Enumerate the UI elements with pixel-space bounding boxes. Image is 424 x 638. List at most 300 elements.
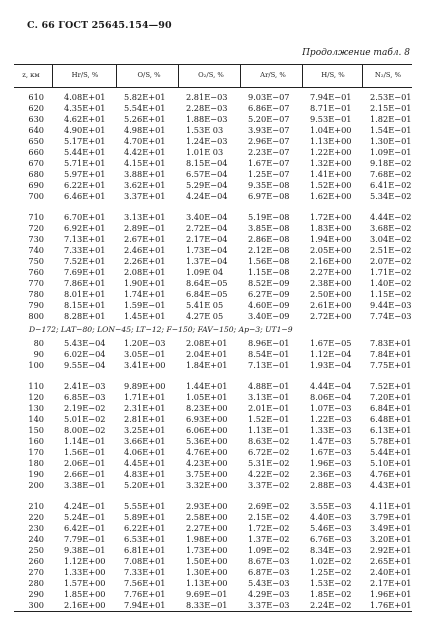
table-cell: 1.52E+00	[310, 180, 352, 190]
table-cell: 3.93E−07	[248, 125, 290, 135]
table-cell: 5.44E+01	[64, 147, 106, 157]
table-cell: 8.28E+01	[64, 311, 106, 321]
table-cell: 1.25E−07	[248, 169, 290, 179]
table-cell: 5.34E−02	[370, 191, 412, 201]
table-cell: 6.46E+01	[64, 191, 106, 201]
table-cell: 3.40E−04	[186, 212, 228, 222]
table-cell: 1.01E 03	[186, 147, 224, 157]
table-cell: 8.63E−02	[248, 436, 290, 446]
table-cell: 1.15E−08	[248, 267, 290, 277]
table-row	[14, 114, 412, 125]
table-cell: 6.87E−03	[248, 567, 290, 577]
table-cell: 3.20E+01	[370, 534, 412, 544]
table-cell: 6.22E+01	[64, 180, 106, 190]
table-cell: 7.83E+01	[370, 338, 412, 348]
table-cell: 4.40E−03	[310, 512, 352, 522]
table-cell: 9.35E−08	[248, 180, 290, 190]
continuation-label: Продолжение табл. 8	[302, 48, 410, 58]
table-cell: 140	[28, 414, 44, 424]
table-cell: 4.83E+01	[124, 469, 166, 479]
table-cell: 170	[28, 447, 44, 457]
table-cell: 8.34E−03	[310, 545, 352, 555]
table-row	[14, 147, 412, 158]
table-cell: 2.06E−01	[64, 458, 106, 468]
table-cell: 3.04E−02	[370, 234, 412, 244]
table-cell: 6.48E+01	[370, 414, 412, 424]
table-cell: 4.27E 05	[186, 311, 224, 321]
table-cell: 1.33E+00	[64, 567, 106, 577]
table-cell: 3.13E+01	[124, 212, 166, 222]
table-cell: 8.15E+01	[64, 300, 106, 310]
table-cell: 8.64E−05	[186, 278, 228, 288]
table-cell: 1.07E−03	[310, 403, 352, 413]
table-cell: 3.85E−08	[248, 223, 290, 233]
table-cell: 1.33E−03	[310, 425, 352, 435]
table-cell: 4.60E−09	[248, 300, 290, 310]
table-row	[14, 578, 412, 589]
table-cell: 230	[28, 523, 44, 533]
table-cell: 3.75E+00	[186, 469, 228, 479]
table-cell: 2.38E+00	[310, 278, 352, 288]
table-cell: 9.89E+00	[124, 381, 166, 391]
table-cell: 2.01E−01	[248, 403, 290, 413]
table-cell: 2.16E+00	[310, 256, 352, 266]
table-cell: 6.93E+00	[186, 414, 228, 424]
table-cell: 1.13E−01	[248, 425, 290, 435]
table-cell: 2.67E+01	[124, 234, 166, 244]
table-cell: 5.82E+01	[124, 92, 166, 102]
table-cell: 5.78E+01	[370, 436, 412, 446]
table-cell: 1.71E+01	[124, 392, 166, 402]
table-cell: 3.25E+01	[124, 425, 166, 435]
table-cell: 5.44E+01	[370, 447, 412, 457]
table-cell: 1.09E−02	[248, 545, 290, 555]
table-cell: 80	[33, 338, 44, 348]
table-cell: 3.62E+01	[124, 180, 166, 190]
table-cell: 7.13E+01	[64, 234, 106, 244]
table-cell: 2.28E−03	[186, 103, 228, 113]
table-cell: 660	[28, 147, 44, 157]
table-cell: 1.82E−01	[370, 114, 412, 124]
table-row	[14, 267, 412, 278]
table-cell: 5.20E+01	[124, 480, 166, 490]
table-cell: 2.69E−02	[248, 501, 290, 511]
table-cell: 650	[28, 136, 44, 146]
table-cell: 3.41E+00	[124, 360, 166, 370]
table-cell: 2.27E+00	[186, 523, 228, 533]
table-cell: 7.56E+01	[124, 578, 166, 588]
table-row	[14, 349, 412, 360]
table-cell: 670	[28, 158, 44, 168]
table-row	[14, 589, 412, 600]
table-cell: 8.71E−01	[310, 103, 352, 113]
table-cell: 2.19E−02	[64, 403, 106, 413]
table-cell: 1.98E+00	[186, 534, 228, 544]
table-cell: 1.71E−02	[370, 267, 412, 277]
table-row	[14, 245, 412, 256]
table-cell: 5.43E−04	[64, 338, 106, 348]
table-cell: 1.57E+00	[64, 578, 106, 588]
table-cell: 7.68E−02	[370, 169, 412, 179]
table-cell: 5.29E−04	[186, 180, 228, 190]
table-row	[14, 300, 412, 311]
table-row	[14, 392, 412, 403]
table-cell: 2.05E+00	[310, 245, 352, 255]
table-cell: 1.85E+00	[64, 589, 106, 599]
table-cell: 8.33E−01	[186, 600, 228, 610]
table-cell: 6.97E−08	[248, 191, 290, 201]
col-ar-header: Ar/S, %	[260, 71, 286, 79]
table-cell: 6.53E+01	[124, 534, 166, 544]
column-divider	[52, 65, 53, 87]
table-cell: 1.25E−02	[310, 567, 352, 577]
table-cell: 1.83E+00	[310, 223, 352, 233]
table-cell: 5.54E+01	[124, 103, 166, 113]
table-cell: 220	[28, 512, 44, 522]
table-cell: 2.17E+01	[370, 578, 412, 588]
column-divider	[240, 65, 241, 87]
table-cell: 8.00E−02	[64, 425, 106, 435]
table-row	[14, 191, 412, 202]
table-header	[14, 64, 412, 88]
col-o-header: O/S, %	[137, 71, 161, 79]
page-code: С. 66 ГОСТ 25645.154—90	[27, 20, 172, 31]
table-cell: 1.62E+00	[310, 191, 352, 201]
table-cell: 2.93E+00	[186, 501, 228, 511]
table-cell: 1.30E−01	[370, 136, 412, 146]
table-row	[14, 480, 412, 491]
table-block	[14, 381, 412, 491]
col-n2-header: N₂/S, %	[374, 71, 402, 79]
table-cell: 2.81E−03	[186, 92, 228, 102]
table-cell: 3.37E−02	[248, 480, 290, 490]
table-cell: 190	[28, 469, 44, 479]
table-cell: 2.40E+01	[370, 567, 412, 577]
table-cell: 6.70E+01	[64, 212, 106, 222]
table-cell: 5.71E+01	[64, 158, 106, 168]
table-bottom-rule	[14, 611, 412, 612]
table-cell: 3.55E−03	[310, 501, 352, 511]
table-cell: 4.22E−02	[248, 469, 290, 479]
table-cell: 6.84E+01	[370, 403, 412, 413]
table-cell: 1.02E−02	[310, 556, 352, 566]
table-cell: 240	[28, 534, 44, 544]
table-cell: 5.19E−08	[248, 212, 290, 222]
table-row	[14, 360, 412, 371]
table-cell: 120	[28, 392, 44, 402]
table-cell: 1.85E−02	[310, 589, 352, 599]
table-row	[14, 311, 412, 322]
table-cell: 4.45E+01	[124, 458, 166, 468]
table-cell: 1.22E−03	[310, 414, 352, 424]
table-cell: 6.27E−09	[248, 289, 290, 299]
table-cell: 8.06E−04	[310, 392, 352, 402]
table-row	[14, 414, 412, 425]
table-cell: 6.81E+01	[124, 545, 166, 555]
table-cell: 6.92E+01	[64, 223, 106, 233]
table-row	[14, 289, 412, 300]
table-cell: 1.88E−03	[186, 114, 228, 124]
table-cell: 2.96E−07	[248, 136, 290, 146]
table-cell: 2.07E−02	[370, 256, 412, 266]
table-cell: 1.09E 04	[186, 267, 224, 277]
table-row	[14, 223, 412, 234]
table-row	[14, 512, 412, 523]
table-cell: 1.67E−03	[310, 447, 352, 457]
table-cell: 4.15E+01	[124, 158, 166, 168]
table-cell: 5.36E+00	[186, 436, 228, 446]
table-cell: 5.89E+01	[124, 512, 166, 522]
table-cell: 1.56E−01	[64, 447, 106, 457]
table-cell: 1.13E+00	[310, 136, 352, 146]
table-cell: 790	[28, 300, 44, 310]
table-row	[14, 567, 412, 578]
table-cell: 6.86E−07	[248, 103, 290, 113]
col-hr-header: Hr/S, %	[71, 71, 99, 79]
table-cell: 1.14E−01	[64, 436, 106, 446]
table-cell: 6.85E−03	[64, 392, 106, 402]
table-cell: 7.94E+01	[124, 600, 166, 610]
table-cell: 1.41E+00	[310, 169, 352, 179]
table-cell: 1.47E−03	[310, 436, 352, 446]
col-h-header: H/S, %	[321, 71, 345, 79]
table-cell: 200	[28, 480, 44, 490]
table-cell: 2.58E+00	[186, 512, 228, 522]
table-cell: 8.54E−01	[248, 349, 290, 359]
table-cell: 800	[28, 311, 44, 321]
table-row	[14, 234, 412, 245]
table-cell: 2.23E−07	[248, 147, 290, 157]
table-row	[14, 338, 412, 349]
table-cell: 700	[28, 191, 44, 201]
table-cell: 9.03E−07	[248, 92, 290, 102]
table-cell: 2.92E+01	[370, 545, 412, 555]
column-divider	[116, 65, 117, 87]
table-cell: 1.53E−02	[310, 578, 352, 588]
table-cell: 7.20E+01	[370, 392, 412, 402]
table-block	[14, 501, 412, 611]
table-row	[14, 169, 412, 180]
table-cell: 6.22E+01	[124, 523, 166, 533]
table-row	[14, 447, 412, 458]
data-table	[14, 64, 412, 612]
table-cell: 6.72E−02	[248, 447, 290, 457]
table-cell: 5.26E+01	[124, 114, 166, 124]
table-cell: 3.38E−01	[64, 480, 106, 490]
column-divider	[362, 65, 363, 87]
table-cell: 2.08E+01	[124, 267, 166, 277]
table-cell: 3.40E−09	[248, 311, 290, 321]
table-cell: 7.74E−03	[370, 311, 412, 321]
table-cell: 4.06E+01	[124, 447, 166, 457]
table-cell: 1.96E−03	[310, 458, 352, 468]
table-cell: 2.12E−08	[248, 245, 290, 255]
table-cell: 1.15E−02	[370, 289, 412, 299]
table-cell: 1.22E+00	[310, 147, 352, 157]
table-cell: 620	[28, 103, 44, 113]
table-cell: 7.33E+01	[124, 567, 166, 577]
table-cell: 7.79E−01	[64, 534, 106, 544]
table-cell: 1.73E−04	[186, 245, 228, 255]
column-divider	[178, 65, 179, 87]
table-row	[14, 469, 412, 480]
table-cell: 2.46E+01	[124, 245, 166, 255]
table-cell: 1.20E−03	[124, 338, 166, 348]
table-cell: 3.49E+01	[370, 523, 412, 533]
table-cell: 1.13E+00	[186, 578, 228, 588]
table-cell: 2.41E−03	[64, 381, 106, 391]
table-row	[14, 425, 412, 436]
table-cell: 5.10E+01	[370, 458, 412, 468]
table-cell: 640	[28, 125, 44, 135]
table-cell: 130	[28, 403, 44, 413]
parameters-note	[14, 322, 412, 338]
table-cell: 300	[28, 600, 44, 610]
table-cell: 5.97E+01	[64, 169, 106, 179]
table-cell: 2.04E+01	[186, 349, 228, 359]
table-cell: 9.55E−04	[64, 360, 106, 370]
table-cell: 1.44E+01	[186, 381, 228, 391]
table-row	[14, 381, 412, 392]
table-cell: 3.79E+01	[370, 512, 412, 522]
table-cell: 7.86E+01	[64, 278, 106, 288]
table-row	[14, 545, 412, 556]
table-cell: 6.41E−02	[370, 180, 412, 190]
column-divider	[302, 65, 303, 87]
table-cell: 280	[28, 578, 44, 588]
table-cell: 2.88E−03	[310, 480, 352, 490]
table-cell: 2.53E−01	[370, 92, 412, 102]
table-block	[14, 92, 412, 202]
table-cell: 770	[28, 278, 44, 288]
table-cell: 6.57E−04	[186, 169, 228, 179]
table-cell: 90	[33, 349, 44, 359]
table-cell: 4.43E+01	[370, 480, 412, 490]
table-cell: 4.62E+01	[64, 114, 106, 124]
table-cell: 4.29E−03	[248, 589, 290, 599]
table-cell: 3.88E+01	[124, 169, 166, 179]
table-cell: 270	[28, 567, 44, 577]
table-cell: 2.08E+01	[186, 338, 228, 348]
table-cell: 5.01E−02	[64, 414, 106, 424]
table-block	[14, 338, 412, 371]
table-cell: 2.89E−01	[124, 223, 166, 233]
table-row	[14, 136, 412, 147]
table-cell: 2.26E+01	[124, 256, 166, 266]
table-row	[14, 600, 412, 611]
table-cell: 1.45E+01	[124, 311, 166, 321]
table-cell: 1.90E+01	[124, 278, 166, 288]
table-cell: 6.13E+01	[370, 425, 412, 435]
table-cell: 730	[28, 234, 44, 244]
table-cell: 1.67E−05	[310, 338, 352, 348]
table-cell: 3.05E−01	[124, 349, 166, 359]
table-cell: 2.15E−01	[370, 103, 412, 113]
table-cell: 5.17E+01	[64, 136, 106, 146]
table-cell: 1.74E+01	[124, 289, 166, 299]
table-cell: 250	[28, 545, 44, 555]
table-row	[14, 256, 412, 267]
table-row	[14, 92, 412, 103]
table-cell: 110	[28, 381, 44, 391]
table-cell: 8.52E−09	[248, 278, 290, 288]
table-cell: 2.86E−08	[248, 234, 290, 244]
table-cell: 1.04E+00	[310, 125, 352, 135]
table-cell: 9.18E−02	[370, 158, 412, 168]
table-cell: 5.24E−01	[64, 512, 106, 522]
table-cell: 1.37E−04	[186, 256, 228, 266]
table-cell: 210	[28, 501, 44, 511]
table-cell: 8.67E−03	[248, 556, 290, 566]
table-cell: 2.24E−02	[310, 600, 352, 610]
table-cell: 4.76E+01	[370, 469, 412, 479]
table-cell: 2.17E−04	[186, 234, 228, 244]
table-cell: 8.96E−01	[248, 338, 290, 348]
table-cell: 2.72E−04	[186, 223, 228, 233]
table-cell: 750	[28, 256, 44, 266]
table-cell: 1.05E+01	[186, 392, 228, 402]
table-cell: 5.55E+01	[124, 501, 166, 511]
table-cell: 9.44E−03	[370, 300, 412, 310]
table-cell: 2.81E+01	[124, 414, 166, 424]
table-row	[14, 158, 412, 169]
table-cell: 3.32E+00	[186, 480, 228, 490]
table-cell: 610	[28, 92, 44, 102]
table-cell: 1.50E+00	[186, 556, 228, 566]
table-row	[14, 534, 412, 545]
table-cell: 2.66E−01	[64, 469, 106, 479]
table-cell: 180	[28, 458, 44, 468]
table-cell: 4.44E−02	[370, 212, 412, 222]
table-cell: 8.23E+00	[186, 403, 228, 413]
table-cell: 1.67E−07	[248, 158, 290, 168]
table-cell: 1.96E+01	[370, 589, 412, 599]
table-cell: 710	[28, 212, 44, 222]
col-o2-header: O₂/S, %	[198, 71, 224, 79]
table-cell: 6.76E−03	[310, 534, 352, 544]
table-cell: 7.76E+01	[124, 589, 166, 599]
table-row	[14, 523, 412, 534]
table-cell: 3.37E+01	[124, 191, 166, 201]
table-cell: 3.66E+01	[124, 436, 166, 446]
table-cell: 680	[28, 169, 44, 179]
table-cell: 1.72E+00	[310, 212, 352, 222]
col-z-header: z, км	[22, 71, 40, 79]
table-cell: 5.43E−03	[248, 578, 290, 588]
table-cell: 4.24E−04	[186, 191, 228, 201]
table-cell: 7.75E+01	[370, 360, 412, 370]
table-cell: 3.13E−01	[248, 392, 290, 402]
page-header	[0, 0, 424, 40]
table-cell: 1.94E+00	[310, 234, 352, 244]
table-cell: 260	[28, 556, 44, 566]
table-cell: 7.08E+01	[124, 556, 166, 566]
table-cell: 7.94E−01	[310, 92, 352, 102]
table-cell: 4.76E+00	[186, 447, 228, 457]
table-cell: 4.24E−01	[64, 501, 106, 511]
table-cell: 8.15E−04	[186, 158, 228, 168]
table-cell: 7.33E+01	[64, 245, 106, 255]
table-cell: 5.46E−03	[310, 523, 352, 533]
table-cell: 6.84E−05	[186, 289, 228, 299]
table-cell: 1.52E−01	[248, 414, 290, 424]
table-cell: 690	[28, 180, 44, 190]
parameters-note-text: D−172; LAT−80; LON−45; LT−12; F−150; FAV−150; Ap−3; UT1−9	[29, 325, 293, 334]
table-cell: 4.23E+00	[186, 458, 228, 468]
table-cell: 760	[28, 267, 44, 277]
table-row	[14, 278, 412, 289]
table-cell: 3.68E−02	[370, 223, 412, 233]
